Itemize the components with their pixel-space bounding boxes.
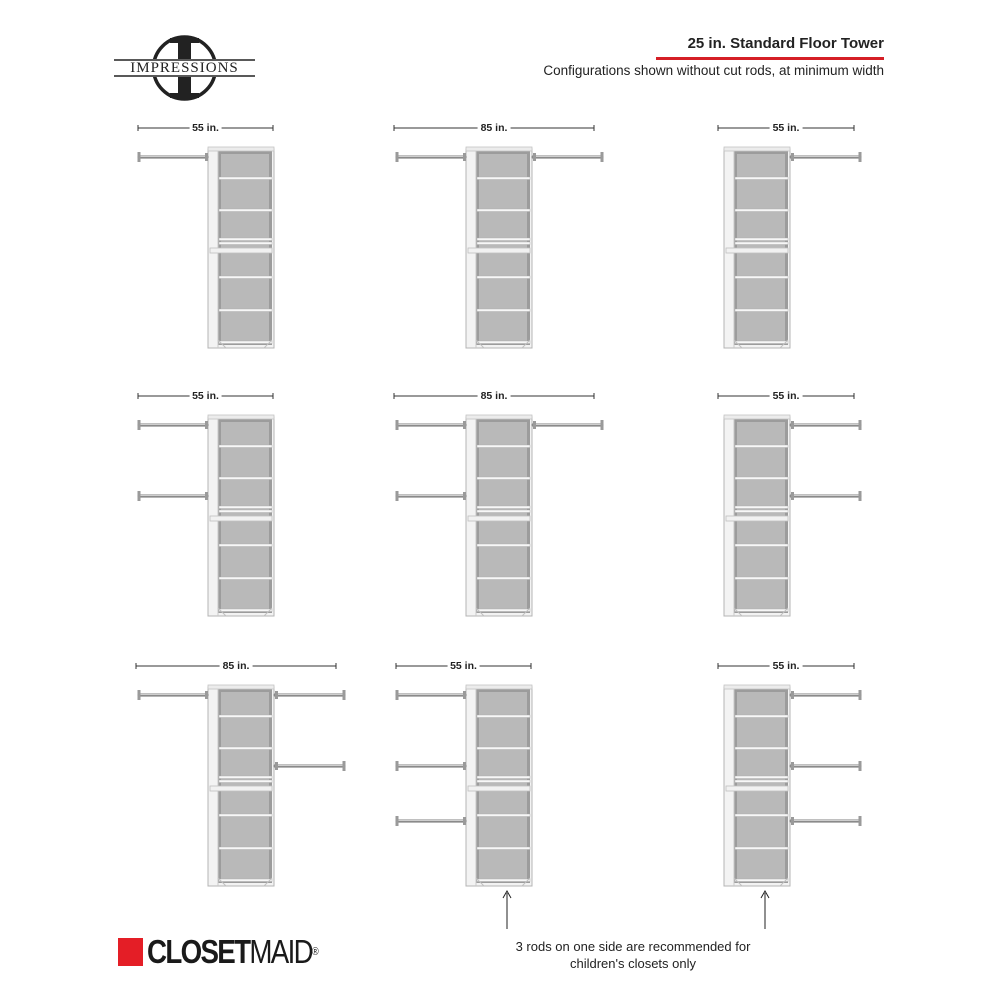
impressions-logo: [112, 34, 257, 102]
floor-tower: [724, 147, 790, 348]
width-label: 55 in.: [447, 660, 480, 672]
floor-tower: [466, 147, 532, 348]
hanging-rod-left-top: [396, 152, 467, 162]
closet-diagram: [136, 656, 376, 891]
hanging-rod-left-middle: [138, 491, 209, 501]
width-label: 55 in.: [189, 390, 222, 402]
hanging-rod-right-top: [533, 420, 604, 430]
registered-mark: ®: [311, 946, 319, 958]
configuration-c1: [136, 118, 376, 353]
floor-tower: [208, 147, 274, 348]
closet-diagram: [652, 386, 892, 621]
hanging-rod-left-middle: [396, 761, 467, 771]
configuration-c5: [394, 386, 634, 621]
hanging-rod-left-top: [396, 690, 467, 700]
configuration-c7: [136, 656, 376, 891]
closet-diagram: [394, 386, 634, 621]
width-label: 85 in.: [220, 660, 253, 672]
configuration-c8: [394, 656, 634, 891]
hanging-rod-left-top: [396, 420, 467, 430]
closet-diagram: [136, 386, 376, 621]
brand-bold: CLOSET: [147, 933, 250, 970]
arrow-up-icon: [759, 889, 771, 933]
recommendation-note: 3 rods on one side are recommended for children's closets only: [515, 939, 751, 971]
configuration-c3: [652, 118, 892, 353]
width-label: 55 in.: [189, 122, 222, 134]
width-label: 85 in.: [478, 390, 511, 402]
width-label: 55 in.: [770, 122, 803, 134]
floor-tower: [466, 415, 532, 616]
closet-diagram: [652, 118, 892, 353]
hanging-rod-right-bottom: [791, 816, 862, 826]
floor-tower: [208, 415, 274, 616]
configuration-c2: [394, 118, 634, 353]
page-subtitle: Configurations shown without cut rods, at minimum width: [543, 63, 884, 78]
floor-tower: [724, 415, 790, 616]
hanging-rod-right-top: [791, 152, 862, 162]
title-underline: [656, 57, 884, 60]
hanging-rod-left-middle: [396, 491, 467, 501]
hanging-rod-right-middle: [791, 761, 862, 771]
configuration-c9: [652, 656, 892, 891]
closet-diagram: [652, 656, 892, 891]
closetmaid-wordmark: [147, 934, 319, 970]
hanging-rod-right-top: [791, 690, 862, 700]
impressions-wordmark: IMPRESSIONS: [130, 60, 239, 76]
closet-diagram: [394, 118, 634, 353]
hanging-rod-left-top: [138, 690, 209, 700]
hanging-rod-left-top: [138, 420, 209, 430]
closetmaid-logo: [118, 934, 351, 970]
hanging-rod-right-middle: [275, 761, 346, 771]
hanging-rod-right-top: [275, 690, 346, 700]
closet-diagram: [394, 656, 634, 891]
hanging-rod-right-top: [533, 152, 604, 162]
width-label: 85 in.: [478, 122, 511, 134]
hanging-rod-right-middle: [791, 491, 862, 501]
closetmaid-square-icon: [118, 938, 143, 966]
floor-tower: [724, 685, 790, 886]
width-label: 55 in.: [770, 390, 803, 402]
floor-tower: [466, 685, 532, 886]
closet-diagram: [136, 118, 376, 353]
brand-light: MAID: [249, 933, 312, 970]
hanging-rod-left-top: [138, 152, 209, 162]
hanging-rod-left-bottom: [396, 816, 467, 826]
configuration-c6: [652, 386, 892, 621]
width-label: 55 in.: [770, 660, 803, 672]
configuration-c4: [136, 386, 376, 621]
page-title: 25 in. Standard Floor Tower: [687, 35, 884, 52]
hanging-rod-right-top: [791, 420, 862, 430]
page-header: [543, 34, 884, 80]
arrow-up-icon: [501, 889, 513, 933]
floor-tower: [208, 685, 274, 886]
